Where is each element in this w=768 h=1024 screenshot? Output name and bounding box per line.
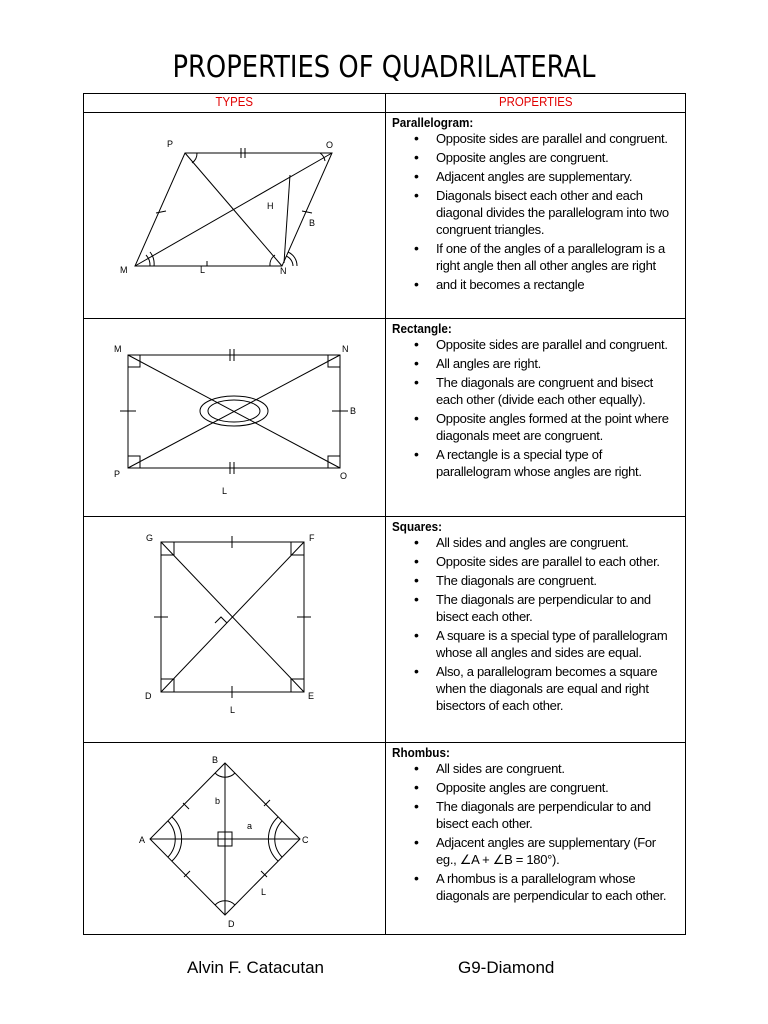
label-o: O [326,140,334,150]
list-item: • If one of the angles of a parallelogram is a right angle then all other angles are right [436,240,679,274]
label-e: E [308,691,315,701]
label-d: D [145,691,152,701]
rhombus-title: Rhombus: [392,745,450,760]
list-item: • All sides are congruent. [436,760,679,777]
list-item: • A rhombus is a parallelogram whose diagonals are perpendicular to each other. [436,870,679,904]
parallelogram-list [392,130,679,293]
label-b-small: b [215,796,221,806]
list-item: • Adjacent angles are supplementary. [436,168,679,185]
list-item: • The diagonals are congruent. [436,572,679,589]
list-item: • and it becomes a rectangle [436,276,679,293]
label-m: M [120,265,128,275]
label-a-small: a [247,821,253,831]
label-b: B [309,218,316,228]
square-figure-cell [84,517,386,743]
list-item: • All sides and angles are congruent. [436,534,679,551]
rectangle-title: Rectangle: [392,321,452,336]
list-item: • All angles are right. [436,355,679,372]
label-l: L [200,265,206,275]
list-item: • Opposite angles are congruent. [436,779,679,796]
label-b: B [350,406,357,416]
squares-list [392,534,679,714]
label-h: H [267,201,274,211]
list-item: • The diagonals are congruent and bisect each other (divide each other equally). [436,374,679,408]
label-n: N [280,266,287,276]
list-item: • Diagonals bisect each other and each diagonal divides the parallelogram into two congruent triangles. [436,187,679,238]
label-c: C [302,835,309,845]
list-item: • Opposite sides are parallel and congruent. [436,130,679,147]
list-item: • The diagonals are perpendicular to and bisect each other. [436,591,679,625]
list-item: • The diagonals are perpendicular to and bisect each other. [436,798,679,832]
parallelogram-properties [386,113,686,319]
class-section: G9-Diamond [458,958,555,977]
label-l: L [230,705,236,715]
squares-title: Squares: [392,519,443,534]
row-parallelogram [84,113,686,319]
types-header: TYPES [84,94,386,113]
label-f: F [309,533,315,543]
rhombus-list [392,760,679,904]
parallelogram-title: Parallelogram: [392,115,474,130]
list-item: • A square is a special type of parallelogram whose all angles and sides are equal. [436,627,679,661]
label-l: L [261,887,267,897]
rectangle-figure-cell [84,319,386,517]
author-name: Alvin F. Catacutan [187,958,325,977]
rhombus-properties [386,743,686,935]
parallelogram-diagram [84,113,385,313]
label-d: D [228,919,235,929]
parallelogram-figure-cell [84,113,386,319]
label-l: L [222,486,228,496]
page-title: PROPERTIES OF QUADRILATERAL [172,50,596,85]
list-item: • A rectangle is a special type of parallelogram whose angles are right. [436,446,679,480]
list-item: • Opposite angles are congruent. [436,149,679,166]
rhombus-diagram [84,743,385,929]
label-p: P [167,139,174,149]
header-row [84,94,686,113]
square-diagram [84,517,385,737]
label-o: O [340,471,348,481]
properties-table [83,93,686,935]
label-g: G [146,533,154,543]
row-squares [84,517,686,743]
rectangle-list [392,336,679,480]
list-item: • Opposite angles formed at the point where diagonals meet are congruent. [436,410,679,444]
row-rectangle [84,319,686,517]
label-p: P [114,469,121,479]
properties-header: PROPERTIES [386,94,686,113]
squares-properties [386,517,686,743]
label-m: M [114,344,122,354]
rectangle-properties [386,319,686,517]
list-item: • Opposite sides are parallel to each other. [436,553,679,570]
label-n: N [342,344,349,354]
list-item: • Also, a parallelogram becomes a square when the diagonals are equal and right bisectors of each other. [436,663,679,714]
list-item: • Adjacent angles are supplementary (For eg., ∠A + ∠B = 180°). [436,834,679,868]
label-b: B [212,755,219,765]
rhombus-figure-cell [84,743,386,935]
rectangle-diagram [84,319,385,511]
list-item: • Opposite sides are parallel and congruent. [436,336,679,353]
row-rhombus [84,743,686,935]
label-a-vertex: A [139,835,146,845]
